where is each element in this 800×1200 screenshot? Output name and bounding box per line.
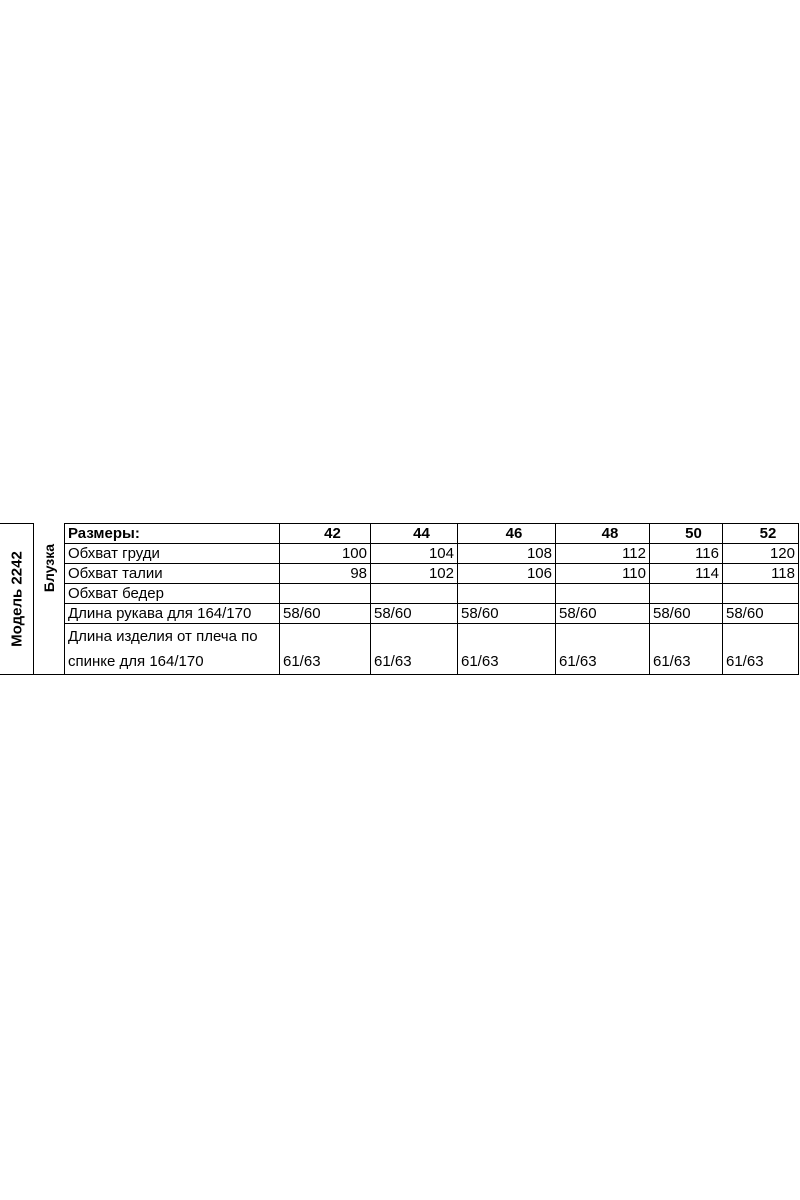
table-cell (458, 584, 556, 604)
table-cell: 112 (556, 544, 650, 564)
table-cell (650, 584, 723, 604)
size-header: 46 (458, 524, 556, 544)
table-cell: 120 (723, 544, 799, 564)
row-label (65, 624, 280, 675)
row-label-line: спинке для 164/170 (68, 653, 204, 670)
table-cell: 58/60 (371, 604, 458, 624)
table-cell: 61/63 (650, 624, 723, 675)
table-cell (556, 584, 650, 604)
size-header: 48 (556, 524, 650, 544)
table-cell: 118 (723, 564, 799, 584)
table-cell: 61/63 (556, 624, 650, 675)
table-cell: 116 (650, 544, 723, 564)
table-cell: 58/60 (458, 604, 556, 624)
product-cell (34, 523, 65, 675)
table-row (65, 624, 799, 675)
table-cell (280, 584, 371, 604)
table-row (65, 564, 799, 584)
product-label: Блузка (41, 543, 57, 593)
table-cell: 61/63 (280, 624, 371, 675)
size-header: 42 (280, 524, 371, 544)
size-header: 50 (650, 524, 723, 544)
table-row (65, 604, 799, 624)
row-label-line: Длина изделия от плеча по (68, 628, 258, 645)
table-cell: 61/63 (371, 624, 458, 675)
size-header: 52 (723, 524, 799, 544)
table-cell: 108 (458, 544, 556, 564)
table-cell: 106 (458, 564, 556, 584)
size-table (64, 523, 799, 675)
table-row (65, 544, 799, 564)
table-cell: 61/63 (458, 624, 556, 675)
table-cell: 61/63 (723, 624, 799, 675)
size-chart (0, 523, 800, 675)
table-cell: 104 (371, 544, 458, 564)
table-cell: 58/60 (723, 604, 799, 624)
table-row (65, 584, 799, 604)
table-cell: 58/60 (280, 604, 371, 624)
row-label: Обхват бедер (65, 584, 280, 604)
table-cell: 58/60 (650, 604, 723, 624)
row-label: Длина рукава для 164/170 (65, 604, 280, 624)
table-cell: 110 (556, 564, 650, 584)
row-label: Обхват груди (65, 544, 280, 564)
table-cell (723, 584, 799, 604)
table-cell: 58/60 (556, 604, 650, 624)
model-cell (0, 523, 34, 675)
row-label: Обхват талии (65, 564, 280, 584)
header-label: Размеры: (65, 524, 280, 544)
size-header: 44 (371, 524, 458, 544)
table-cell: 102 (371, 564, 458, 584)
table-header-row (65, 524, 799, 544)
table-cell: 100 (280, 544, 371, 564)
table-cell: 114 (650, 564, 723, 584)
table-cell: 98 (280, 564, 371, 584)
model-label: Модель 2242 (8, 551, 25, 647)
table-cell (371, 584, 458, 604)
